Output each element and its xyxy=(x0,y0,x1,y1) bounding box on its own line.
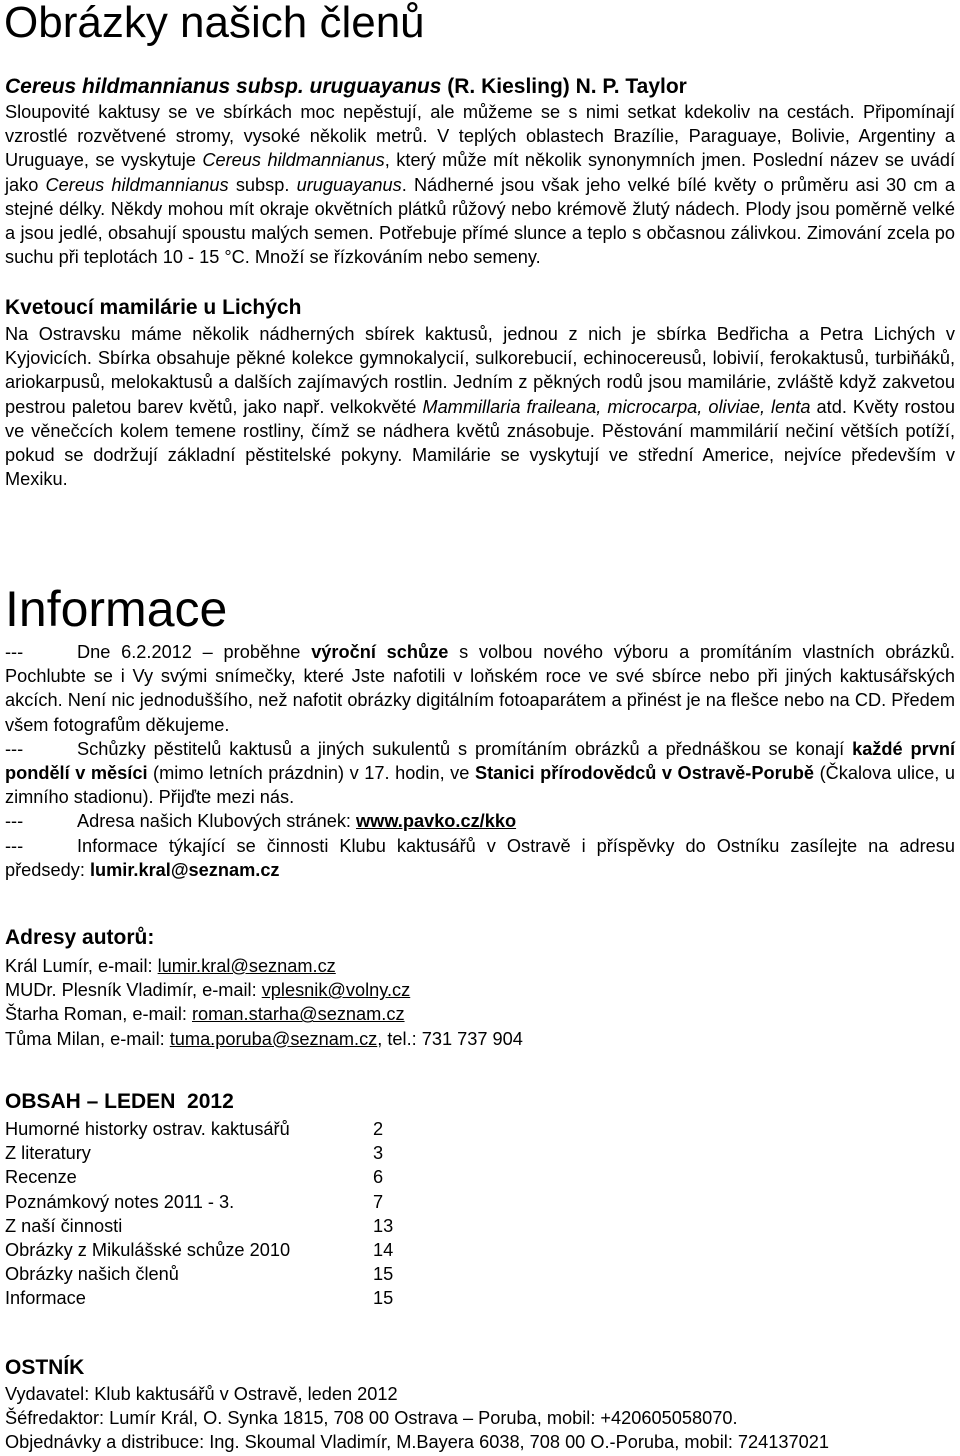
info-section xyxy=(5,580,955,882)
toc-row xyxy=(5,1214,955,1238)
info-item-meeting xyxy=(5,640,955,737)
toc-label: Obrázky našich členů xyxy=(5,1264,179,1285)
toc-page-number: 13 xyxy=(373,1215,394,1236)
info-bold: výroční schůze xyxy=(311,642,449,662)
editor-line: Šéfredaktor: Lumír Král, O. Synka 1815, 708 00 Ostrava – Poruba, mobil: +420605058070. xyxy=(5,1408,738,1429)
cereus-heading-author: (R. Kiesling) N. P. Taylor xyxy=(441,75,687,98)
toc-section xyxy=(5,1090,955,1311)
toc-list xyxy=(5,1117,955,1311)
mamilarie-text-1: Na Ostravsku máme několik nádherných sbírek kaktusů, jednou z nich je sbírka Bedřicha a Petra Lichých v Kyjovicích. Sbírka obsahuje pěkné kolekce gymnokalycií, sulkorebucií, echinocereusů, lobivií, ferokaktusů, turbiňáků, ariokarpusů, melokaktusů a dalších zajímavých rostlin. Jedním z pěkných rodů jsou mamilárie, zvláště když zakvetou pestrou paletou barev květů, jako např. velkokvěté xyxy=(5,324,955,417)
toc-row xyxy=(5,1262,955,1286)
info-text: Dne 6.2.2012 – proběhne xyxy=(77,642,312,662)
authors-heading: Adresy autorů: xyxy=(5,926,155,949)
toc-label: Poznámkový notes 2011 - 3. xyxy=(5,1191,235,1212)
toc-page-number: 7 xyxy=(373,1191,384,1212)
cereus-section xyxy=(5,74,955,269)
toc-page-number: 15 xyxy=(373,1288,394,1309)
author-name: Král Lumír, e-mail: xyxy=(5,956,158,976)
mamilarie-section xyxy=(5,296,955,491)
author-email-link[interactable]: tuma.poruba@seznam.cz xyxy=(169,1028,378,1049)
info-item-contact xyxy=(5,834,955,882)
info-heading: Informace xyxy=(5,581,228,637)
toc-row xyxy=(5,1238,955,1262)
toc-label: Informace xyxy=(5,1288,86,1309)
website-link[interactable]: www.pavko.cz/kko xyxy=(356,811,517,832)
toc-row xyxy=(5,1190,955,1214)
distribution-line: Objednávky a distribuce: Ing. Skoumal Vladimír, M.Bayera 6038, 708 00 O.-Poruba, mobil: 724137021 xyxy=(5,1432,829,1453)
toc-row xyxy=(5,1141,955,1165)
cereus-subspecies: uruguayanus xyxy=(296,174,402,195)
authors-section xyxy=(5,926,955,1051)
mamilarie-text-2: atd. Květy rostou ve věnečcích kolem temene rostliny, čímž se nádhera květů znásobuje. Pěstování mammilárií nečiní větších potíží, pokud se dodržují základní pěstitelské pokyny. Mamilárie se vyskytují ve střední Americe, nejvíce především v Mexiku. xyxy=(5,396,956,490)
author-email-link[interactable]: vplesnik@volny.cz xyxy=(261,980,411,1001)
info-text: Schůzky pěstitelů kaktusů a jiných sukulentů s promítáním obrázků a přednáškou se konají xyxy=(77,738,853,759)
toc-label: Recenze xyxy=(5,1167,77,1188)
publisher-line: Vydavatel: Klub kaktusářů v Ostravě, leden 2012 xyxy=(5,1384,398,1404)
cereus-text-4: . Nádherné jsou však jeho velké bílé květy o průměru asi 30 cm a stejné délky. Někdy mohou mít okraje okvětních plátků růžový nebo krémově žlutý nádech. Plody jsou poměrně velké a jsou jedlé, obsahují spoustu malých semen. Potřebuje přímé slunce a teplo s občasnou zálivkou. Zimování zcela po suchu při teplotách 10 - 15 °C. Množí se řízkováním nebo semeny. xyxy=(5,174,955,268)
info-text: s volbou nového výboru a promítáním vlastních obrázků. Pochlubte se i Vy svými snímečky, které Jste nafotili v loňském roce ve své sbírce nebo při jiných kaktusářských akcích. Není nic jednoduššího, než nafotit obrázky digitálním fotoaparátem a přinést je na flešce nebo na CD. Předem všem fotografům děkujeme. xyxy=(5,642,955,735)
toc-page-number: 15 xyxy=(373,1264,394,1285)
dash-marker: --- xyxy=(5,835,24,856)
toc-row xyxy=(5,1117,955,1141)
author-name: Tůma Milan, e-mail: xyxy=(5,1028,170,1049)
info-text: Adresa našich Klubových stránek: xyxy=(77,811,357,832)
cereus-species-1: Cereus hildmannianus xyxy=(202,150,385,171)
author-email-link[interactable]: roman.starha@seznam.cz xyxy=(192,1004,405,1025)
author-row xyxy=(5,954,955,978)
author-name: Štarha Roman, e-mail: xyxy=(5,1004,192,1025)
dash-marker: --- xyxy=(5,738,24,759)
chair-email: lumir.kral@seznam.cz xyxy=(89,859,280,880)
author-email-link[interactable]: lumir.kral@seznam.cz xyxy=(157,956,336,976)
toc-label: Obrázky z Mikulášské schůze 2010 xyxy=(5,1240,291,1261)
author-row xyxy=(5,978,955,1002)
toc-page-number: 2 xyxy=(373,1119,384,1139)
author-phone: , tel.: 731 737 904 xyxy=(377,1028,523,1049)
dash-marker: --- xyxy=(5,642,24,662)
cereus-text-1: Sloupovité kaktusy se ve sbírkách moc nepěstují, ale můžeme se s nimi setkat kdekoliv na cestách. Připomínají vzrostlé rozvětvené stromy, vysoké několik metrů. V teplých oblastech Brazílie, Paraguaye, Bolivie, Argentiny a Uruguaye, se vyskytuje xyxy=(5,102,955,171)
toc-page-number: 14 xyxy=(373,1240,394,1261)
author-row xyxy=(5,1027,955,1051)
toc-label: Z literatury xyxy=(5,1143,91,1164)
info-item-website xyxy=(5,809,955,833)
dash-marker: --- xyxy=(5,811,24,832)
toc-heading: OBSAH – LEDEN 2012 xyxy=(5,1090,234,1113)
toc-row xyxy=(5,1165,955,1189)
info-text: (Čkalova ulice, u zimního stadionu). Přijďte mezi nás. xyxy=(5,763,955,808)
info-bold: Stanici přírodovědců v Ostravě-Porubě xyxy=(474,763,815,784)
toc-row xyxy=(5,1286,955,1310)
author-row xyxy=(5,1002,955,1026)
info-bold: každé první pondělí v měsíci xyxy=(5,738,955,784)
cereus-text-3: subsp. xyxy=(228,174,297,195)
mamilarie-paragraph xyxy=(5,322,955,491)
toc-page-number: 3 xyxy=(373,1143,384,1164)
info-item-schedule xyxy=(5,737,955,810)
info-text: Informace týkající se činnosti Klubu kaktusářů v Ostravě i příspěvky do Ostníku zasílejte na adresu předsedy: xyxy=(5,835,955,880)
toc-page-number: 6 xyxy=(373,1167,384,1188)
cereus-heading-name: Cereus hildmannianus subsp. uruguayanus xyxy=(5,75,442,98)
info-text: (mimo letních prázdnin) v 17. hodin, ve xyxy=(147,763,475,784)
cereus-species-2: Cereus hildmannianus xyxy=(45,174,229,195)
author-name: MUDr. Plesník Vladimír, e-mail: xyxy=(5,980,262,1001)
cereus-text-2: , který může mít několik synonymních jmen. Poslední název se uvádí jako xyxy=(5,150,955,195)
page-title: Obrázky našich členů xyxy=(4,0,425,47)
authors-list xyxy=(5,954,955,1051)
toc-label: Humorné historky ostrav. kaktusářů xyxy=(5,1119,290,1139)
mamilarie-heading: Kvetoucí mamilárie u Lichých xyxy=(5,296,302,319)
cereus-heading xyxy=(5,74,955,100)
ostnik-section xyxy=(5,1356,955,1455)
ostnik-heading: OSTNÍK xyxy=(5,1356,85,1379)
cereus-paragraph xyxy=(5,100,955,269)
mamilarie-species: Mammillaria fraileana, microcarpa, oliviae, lenta xyxy=(422,396,811,417)
toc-label: Z naší činnosti xyxy=(5,1215,123,1236)
